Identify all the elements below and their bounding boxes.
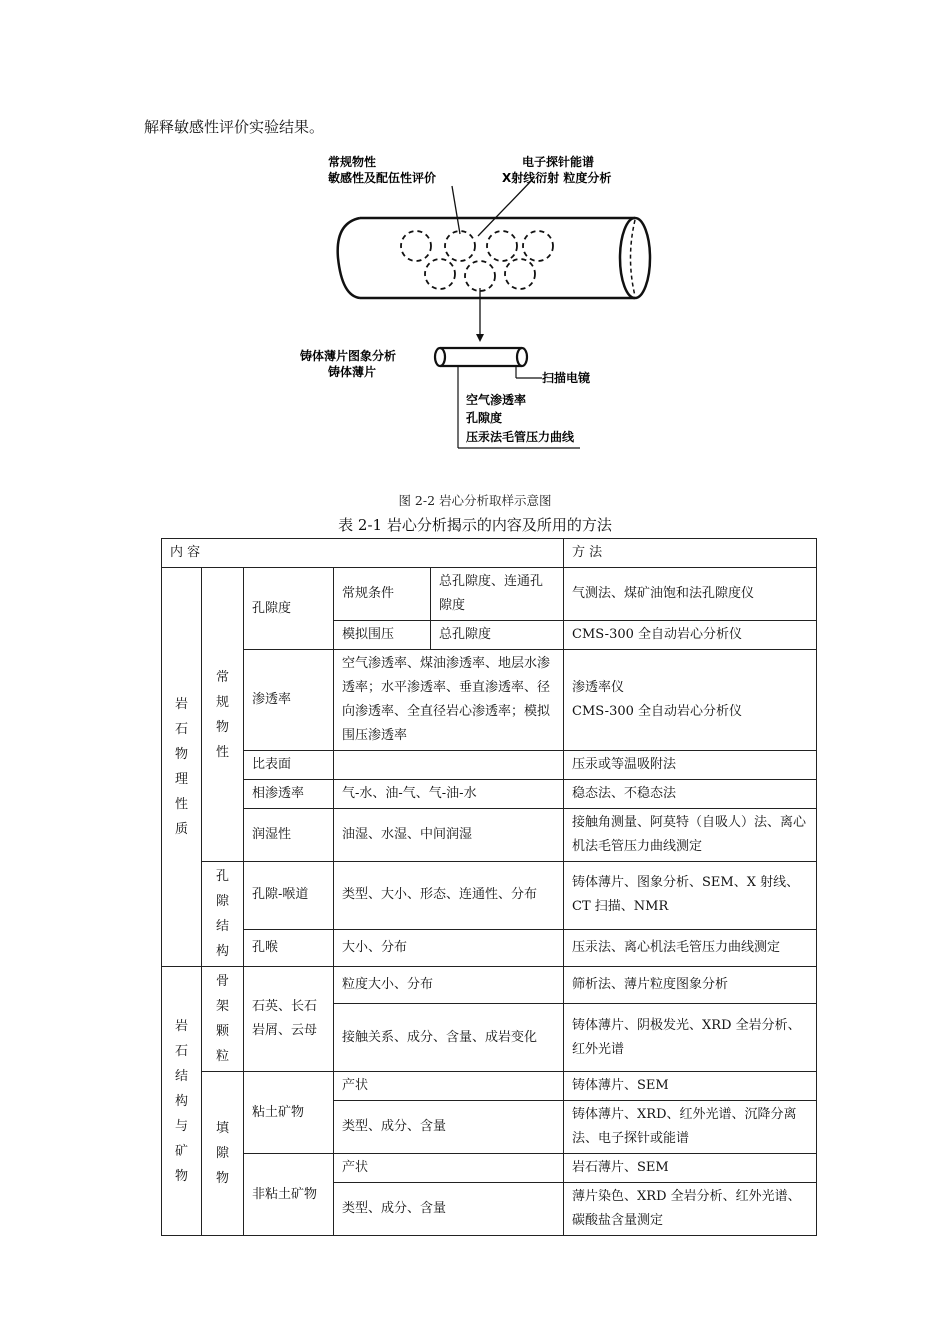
table-row [162, 809, 817, 862]
cell: 石英、长石岩屑、云母 [244, 967, 334, 1072]
cell: 岩石薄片、SEM [564, 1154, 817, 1183]
cell: 气-水、油-气、气-油-水 [334, 780, 564, 809]
cell: 类型、成分、含量 [334, 1183, 564, 1236]
core-cylinder-body [360, 218, 635, 298]
label-capillary: 压汞法毛管压力曲线 [466, 430, 575, 444]
label-xrd-grain: X射线衍射 粒度分析 [502, 171, 612, 185]
group-structure: 岩石结构与矿物 [162, 967, 202, 1236]
core-sampling-diagram [280, 148, 660, 468]
table-row [162, 929, 817, 966]
cell: 接触关系、成分、含量、成岩变化 [334, 1004, 564, 1072]
subgroup-pore: 孔隙结构 [202, 862, 244, 967]
cell: 铸体薄片、图象分析、SEM、X 射线、CT 扫描、NMR [564, 862, 817, 930]
sample-plugs [401, 231, 553, 291]
cell: 粘土矿物 [244, 1072, 334, 1154]
cell: 类型、大小、形态、连通性、分布 [334, 862, 564, 930]
cell: 润湿性 [244, 809, 334, 862]
plug-sample [435, 348, 527, 366]
cell: 粒度大小、分布 [334, 967, 564, 1004]
cell: 接触角测量、阿莫特（自吸人）法、离心机法毛管压力曲线测定 [564, 809, 817, 862]
table-title: 表 2-1 岩心分析揭示的内容及所用的方法 [338, 516, 612, 534]
cell: 渗透率仪 CMS-300 全自动岩心分析仪 [564, 650, 817, 751]
cell: 空气渗透率、煤油渗透率、地层水渗透率；水平渗透率、垂直渗透率、径向渗透率、全直径岩心渗透率；模拟围压渗透率 [334, 650, 564, 751]
header-content: 内 容 [162, 539, 564, 568]
label-sensitivity: 敏感性及配伍性评价 [328, 171, 437, 185]
table-row [162, 751, 817, 780]
subgroup-conventional: 常规物性 [202, 568, 244, 862]
label-conventional: 常规物性 [328, 155, 377, 169]
table-row [162, 780, 817, 809]
table-row [162, 568, 817, 621]
table-row [162, 650, 817, 751]
cell: 大小、分布 [334, 929, 564, 966]
cell: 孔喉 [244, 929, 334, 966]
core-cylinder-right-end [620, 218, 650, 298]
cell: 稳态法、不稳态法 [564, 780, 817, 809]
cell: 渗透率 [244, 650, 334, 751]
cell: 比表面 [244, 751, 334, 780]
label-air-perm: 空气渗透率 [466, 393, 527, 407]
cell: 总孔隙度 [431, 621, 564, 650]
label-image-analysis: 铸体薄片图象分析 [300, 349, 397, 363]
table-row [162, 1154, 817, 1183]
cell: 常规条件 [334, 568, 431, 621]
cell: 薄片染色、XRD 全岩分析、红外光谱、碳酸盐含量测定 [564, 1183, 817, 1236]
cell: 气测法、煤矿油饱和法孔隙度仪 [564, 568, 817, 621]
label-cast-thin-section: 铸体薄片 [328, 365, 377, 379]
cell: CMS-300 全自动岩心分析仪 [564, 621, 817, 650]
header-method: 方 法 [564, 539, 817, 568]
group-physical: 岩石物理性质 [162, 568, 202, 967]
cell: 孔隙-喉道 [244, 862, 334, 930]
row-porosity: 孔隙度 [244, 568, 334, 650]
cell: 压汞或等温吸附法 [564, 751, 817, 780]
table-row [162, 967, 817, 1004]
cell: 相渗透率 [244, 780, 334, 809]
cell: 产状 [334, 1072, 564, 1101]
cell: 铸体薄片、XRD、红外光谱、沉降分离法、电子探针或能谱 [564, 1101, 817, 1154]
table-row [162, 862, 817, 930]
subgroup-framework: 骨架颗粒 [202, 967, 244, 1072]
subgroup-filler: 填隙物 [202, 1072, 244, 1236]
label-sem: 扫描电镜 [542, 371, 591, 385]
cell: 模拟围压 [334, 621, 431, 650]
intro-text: 解释敏感性评价实验结果。 [144, 118, 325, 136]
cell: 产状 [334, 1154, 564, 1183]
cell: 类型、成分、含量 [334, 1101, 564, 1154]
cell: 铸体薄片、阴极发光、XRD 全岩分析、红外光谱 [564, 1004, 817, 1072]
cell: 铸体薄片、SEM [564, 1072, 817, 1101]
cell: 筛析法、薄片粒度图象分析 [564, 967, 817, 1004]
cell: 非粘土矿物 [244, 1154, 334, 1236]
cell: 油湿、水湿、中间润湿 [334, 809, 564, 862]
cell: 总孔隙度、连通孔隙度 [431, 568, 564, 621]
core-analysis-table [161, 538, 817, 1236]
table-header-row [162, 539, 817, 568]
cell: 压汞法、离心机法毛管压力曲线测定 [564, 929, 817, 966]
label-porosity: 孔隙度 [466, 411, 503, 425]
label-microprobe: 电子探针能谱 [522, 155, 595, 169]
core-cylinder-left-end [338, 218, 360, 298]
cell [334, 751, 564, 780]
table-row [162, 1072, 817, 1101]
figure-caption: 图 2-2 岩心分析取样示意图 [398, 493, 552, 508]
